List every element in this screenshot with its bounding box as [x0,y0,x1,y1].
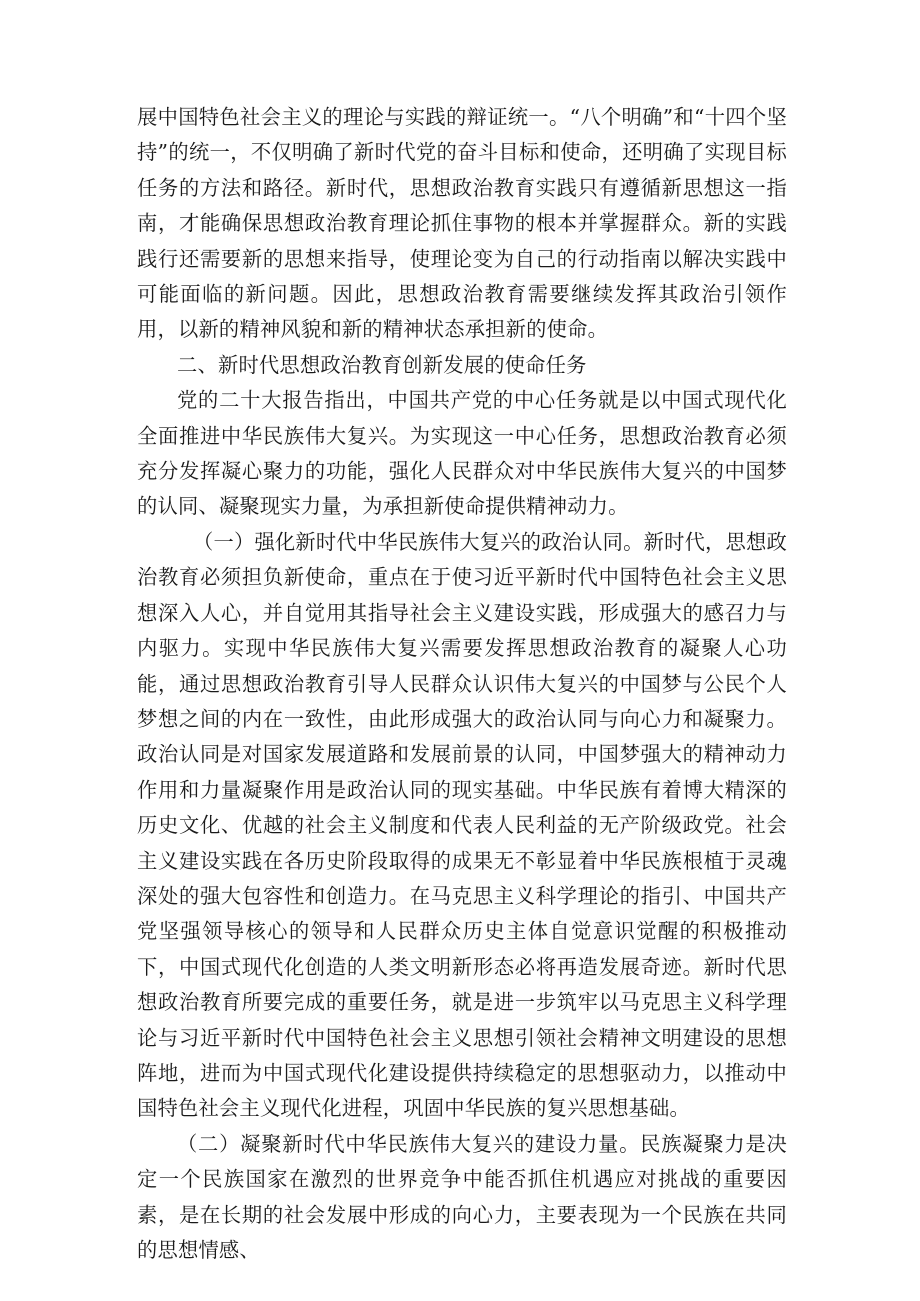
body-paragraph-subsection-2: （二）凝聚新时代中华民族伟大复兴的建设力量。民族凝聚力是决定一个民族国家在激烈的世界竞争中能否抓住机遇应对挑战的重要因素，是在长期的社会发展中形成的向心力，主要表现为一个民族在共同的思想情感、 [137,1131,787,1262]
document-body [137,100,787,1268]
body-paragraph-subsection-1: （一）强化新时代中华民族伟大复兴的政治认同。新时代，思想政治教育必须担负新使命，重点在于使习近平新时代中国特色社会主义思想深入人心，并自觉用其指导社会主义建设实践，形成强大的感召力与内驱力。实现中华民族伟大复兴需要发挥思想政治教育的凝聚人心功能，通过思想政治教育引导人民群众认识伟大复兴的中国梦与公民个人梦想之间的内在一致性，由此形成强大的政治认同与向心力和凝聚力。政治认同是对国家发展道路和发展前景的认同，中国梦强大的精神动力作用和力量凝聚作用是政治认同的现实基础。中华民族有着博大精深的历史文化、优越的社会主义制度和代表人民利益的无产阶级政党。社会主义建设实践在各历史阶段取得的成果无不彰显着中华民族根植于灵魂深处的强大包容性和创造力。在马克思主义科学理论的指引、中国共产党坚强领导核心的领导和人民群众历史主体自觉意识觉醒的积极推动下，中国式现代化创造的人类文明新形态必将再造发展奇迹。新时代思想政治教育所要完成的重要任务，就是进一步筑牢以马克思主义科学理论与习近平新时代中国特色社会主义思想引领社会精神文明建设的思想阵地，进而为中国式现代化建设提供持续稳定的思想驱动力，以推动中国特色社会主义现代化进程，巩固中华民族的复兴思想基础。 [137,529,787,1121]
body-paragraph-intro: 党的二十大报告指出，中国共产党的中心任务就是以中国式现代化全面推进中华民族伟大复兴。为实现这一中心任务，思想政治教育必须充分发挥凝心聚力的功能，强化人民群众对中华民族伟大复兴的中国梦的认同、凝聚现实力量，为承担新使命提供精神动力。 [137,388,787,519]
section-heading: 二、新时代思想政治教育创新发展的使命任务 [177,352,587,377]
body-paragraph-continuation: 展中国特色社会主义的理论与实践的辩证统一。“八个明确”和“十四个坚持”的统一，不仅明确了新时代党的奋斗目标和使命，还明确了实现目标任务的方法和路径。新时代，思想政治教育实践只有遵循新思想这一指南，才能确保思想政治教育理论抓住事物的根本并掌握群众。新的实践践行还需要新的思想来指导，使理论变为自己的行动指南以解决实践中可能面临的新问题。因此，思想政治教育需要继续发挥其政治引领作用，以新的精神风貌和新的精神状态承担新的使命。 [137,105,787,342]
